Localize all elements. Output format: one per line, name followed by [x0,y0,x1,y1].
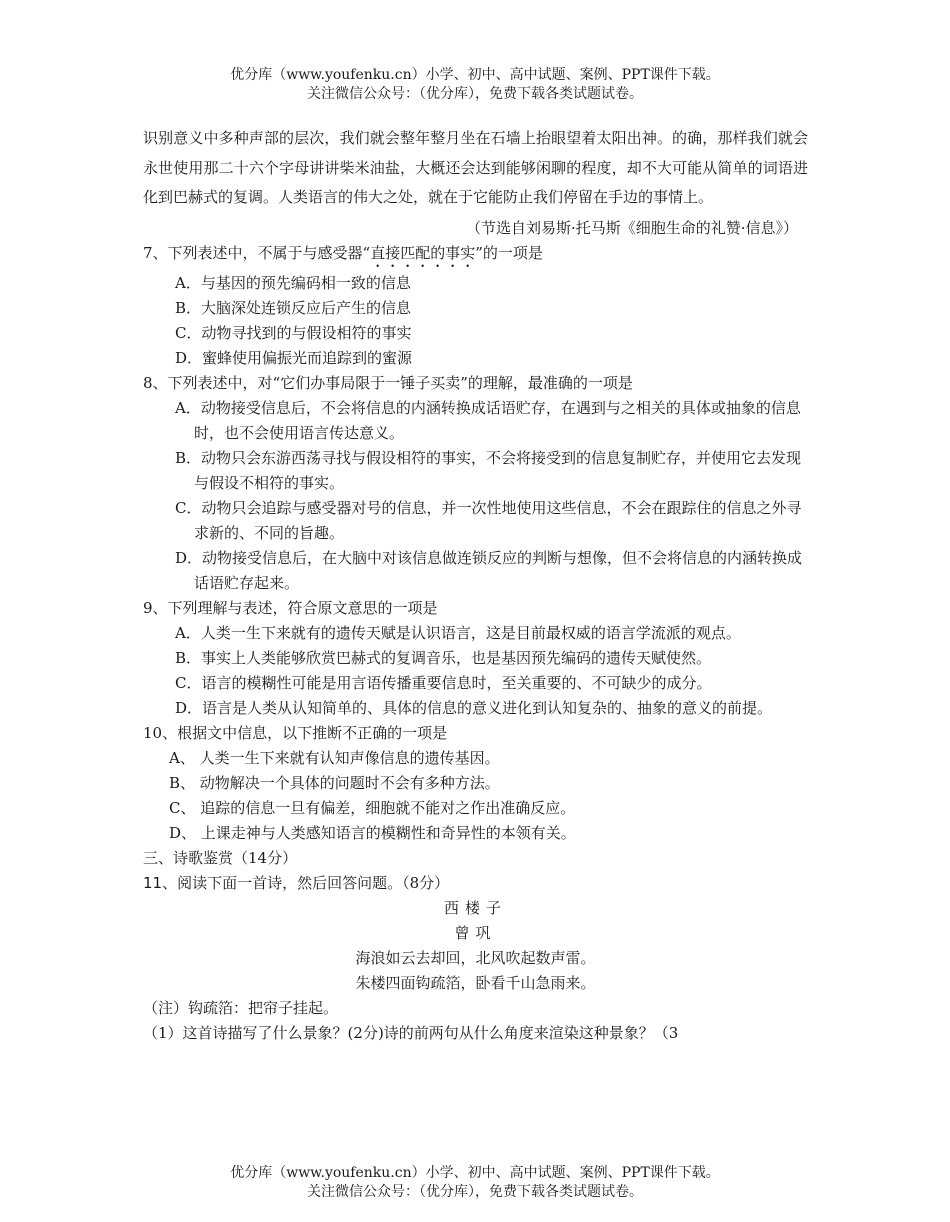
q11-number: 11 [143,873,163,892]
passage-paragraph: 识别意义中多种声部的层次，我们就会整年整月坐在石墙上抬眼望着太阳出神。的确，那样我们就会永世使用那二十六个字母讲讲柴米油盐，大概还会达到能够闲聊的程度，却不大可能从简单的词语进化到巴赫式的复调。人类语言的伟大之处，就在于它能防止我们停留在手边的事情上。 [143,129,808,206]
q9-option-d: D．语言是人类从认知简单的、具体的信息的意义进化到认知复杂的、抽象的意义的前提。 [175,698,773,717]
q10-stem: 10、根据文中信息，以下推断不正确的一项是 [143,723,448,742]
q8-option-c: C．动物只会追踪与感受器对号的信息，并一次性地使用这些信息，不会在跟踪住的信息之外寻求新的、不同的旨趣。 [175,498,802,542]
q10-option-b: B、 动物解决一个具体的问题时不会有多种方法。 [169,773,500,792]
poem-author: 曾巩 [454,923,497,942]
q7-stem [143,241,808,271]
footer-line-2: 关注微信公众号：（优分库），免费下载各类试题试卷。 [307,1184,643,1200]
q9-option-a: A．人类一生下来就有的遗传天赋是认识语言，这是目前最权威的语言学流派的观点。 [175,623,741,642]
q9-option-b: B．事实上人类能够欣赏巴赫式的复调音乐，也是基因预先编码的遗传天赋使然。 [175,648,712,667]
page-header [0,66,950,104]
q11-stem-text: 、阅读下面一首诗，然后回答问题。（8分） [162,873,450,892]
q10-option-d: D、 上课走神与人类感知语言的模糊性和奇异性的本领有关。 [169,823,576,842]
footer-line-1: 优分库（www.youfenku.cn）小学、初中、高中试题、案例、PPT课件下载。 [230,1165,720,1181]
q7-option-d: D．蜜蜂使用偏振光而追踪到的蜜源 [175,348,413,367]
q10-option-a: A、 人类一生下来就有认知声像信息的遗传基因。 [169,748,500,767]
q7-stem-after: ”的一项是 [475,243,543,262]
q7-option-c: C．动物寻找到的与假设相符的事实 [175,323,412,342]
q8-stem: 8、下列表述中，对“它们办事局限于一锤子买卖”的理解，最准确的一项是 [143,373,633,392]
q11-subquestion-1: （1）这首诗描写了什么景象？(2分)诗的前两句从什么角度来渲染这种景象？（3 [143,1023,679,1042]
q8-option-b: B．动物只会东游西荡寻找与假设相符的事实，不会将接受到的信息复制贮存，并使用它去发现与假设不相符的事实。 [175,448,802,492]
q9-stem: 9、下列理解与表述，符合原文意思的一项是 [143,598,438,617]
document-body [143,124,808,1046]
q7-option-a: A．与基因的预先编码相一致的信息 [175,273,411,292]
header-line-1: 优分库（www.youfenku.cn）小学、初中、高中试题、案例、PPT课件下载。 [230,67,720,83]
q7-option-b: B．大脑深处连锁反应后产生的信息 [175,298,412,317]
passage-source: （节选自刘易斯·托马斯《细胞生命的礼赞·信息》） [465,218,798,237]
q7-stem-emphasis: 直接匹配的事实 [370,243,476,262]
poem-note: （注）钩疏箔：把帘子挂起。 [143,998,339,1017]
poem-line-1: 海浪如云去却回，北风吹起数声雷。 [355,948,596,967]
q8-option-d: D．动物接受信息后，在大脑中对该信息做连锁反应的判断与想像，但不会将信息的内涵转换成话语贮存起来。 [175,548,803,592]
q7-stem-before: 7、下列表述中，不属于与感受器“ [143,243,371,262]
header-line-2: 关注微信公众号：（优分库），免费下载各类试题试卷。 [307,86,643,102]
section-3-heading: 三、诗歌鉴赏（14分） [143,848,298,867]
q10-option-c: C、 追踪的信息一旦有偏差，细胞就不能对之作出准确反应。 [169,798,576,817]
poem-title: 西楼子 [443,898,507,917]
q11-stem [143,871,808,896]
q9-option-c: C．语言的模糊性可能是用言语传播重要信息时，至关重要的、不可缺少的成分。 [175,673,712,692]
poem-line-2: 朱楼四面钩疏箔，卧看千山急雨来。 [355,973,596,992]
q8-option-a: A．动物接受信息后，不会将信息的内涵转换成话语贮存，在遇到与之相关的具体或抽象的信息时，也不会使用语言传达意义。 [175,398,801,442]
page-footer [0,1164,950,1202]
